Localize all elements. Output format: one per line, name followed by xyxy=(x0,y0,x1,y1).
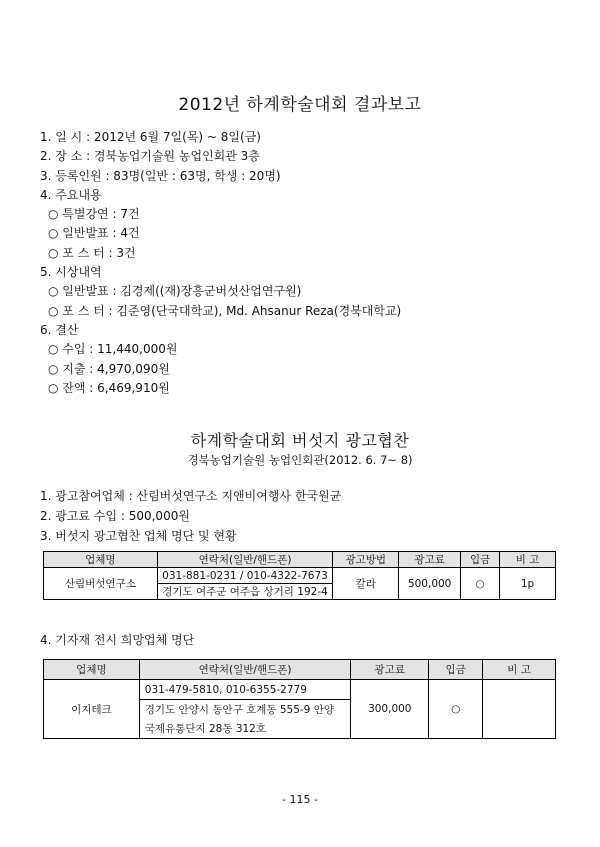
poster-line: ○ 포 스 터 : 3건 xyxy=(48,245,136,260)
column-header: 광고방법 xyxy=(333,552,399,568)
company-cell: 이지테크 xyxy=(44,680,140,739)
table-row xyxy=(44,680,556,700)
column-header: 업체명 xyxy=(44,552,158,568)
column-header: 광고료 xyxy=(351,660,429,680)
table-header-row xyxy=(44,660,556,680)
ad-companies-line: 1. 광고참여업체 : 산림버섯연구소 지앤비여행사 한국원균 xyxy=(40,489,342,503)
oral-presentation-line: ○ 일반발표 : 4건 xyxy=(48,226,140,241)
fee-cell: 500,000 xyxy=(399,568,461,600)
expense-line: ○ 지출 : 4,970,090원 xyxy=(48,361,170,376)
ad-list-heading: 3. 버섯지 광고협찬 업체 명단 및 현황 xyxy=(40,529,237,543)
page-number: - 115 - xyxy=(282,793,318,806)
income-line: ○ 수입 : 11,440,000원 xyxy=(48,342,178,357)
column-header: 입금 xyxy=(429,660,483,680)
company-cell: 산림버섯연구소 xyxy=(44,568,158,600)
report-details xyxy=(40,128,401,398)
date-line: 1. 일 시 : 2012년 6월 7일(목) ~ 8일(금) xyxy=(40,130,261,144)
phone-cell: 031-881-0231 / 010-4322-7673 xyxy=(157,568,333,584)
special-lecture-line: ○ 특별강연 : 7건 xyxy=(48,207,140,222)
ads-section-subtitle: 경북농업기술원 농업인회관(2012. 6. 7~ 8) xyxy=(187,453,413,467)
paid-cell: ○ xyxy=(429,680,483,739)
ads-details xyxy=(40,486,341,546)
table-row xyxy=(44,568,556,584)
ads-section-title: 하계학술대회 버섯지 광고협찬 xyxy=(190,431,410,450)
column-header: 연락처(일반/핸드폰) xyxy=(157,552,333,568)
table-header-row xyxy=(44,552,556,568)
balance-line: ○ 잔액 : 6,469,910원 xyxy=(48,380,170,395)
settlement-heading: 6. 결산 xyxy=(40,322,79,337)
awards-heading: 5. 시상내역 xyxy=(40,265,102,280)
column-header: 입금 xyxy=(461,552,500,568)
paid-cell: ○ xyxy=(461,568,500,600)
exhibitor-table xyxy=(43,659,556,739)
phone-cell: 031-479-5810, 010-6355-2779 xyxy=(139,680,351,700)
column-header: 업체명 xyxy=(44,660,140,680)
oral-award-line: ○ 일반발표 : 김경제((재)장흥군버섯산업연구원) xyxy=(48,284,302,299)
address-cell-continued: 국제유통단지 28동 312호 xyxy=(139,719,351,739)
page-title: 2012년 하계학술대회 결과보고 xyxy=(178,95,422,115)
column-header: 광고료 xyxy=(399,552,461,568)
column-header: 비 고 xyxy=(483,660,556,680)
method-cell: 칼라 xyxy=(333,568,399,600)
ad-income-line: 2. 광고료 수입 : 500,000원 xyxy=(40,509,190,523)
exhibit-heading: 4. 기자재 전시 희망업체 명단 xyxy=(40,633,195,647)
column-header: 비 고 xyxy=(500,552,556,568)
main-content-heading: 4. 주요내용 xyxy=(40,187,102,202)
note-cell: 1p xyxy=(500,568,556,600)
venue-line: 2. 장 소 : 경북농업기술원 농업인회관 3층 xyxy=(40,149,260,164)
fee-cell: 300,000 xyxy=(351,680,429,739)
column-header: 연락처(일반/핸드폰) xyxy=(139,660,351,680)
note-cell xyxy=(483,680,556,739)
address-cell: 경기도 여주군 여주읍 상거리 192-4 xyxy=(157,584,333,600)
ad-sponsor-table xyxy=(43,551,556,600)
address-cell: 경기도 안양시 동안구 호계동 555-9 안양 xyxy=(139,700,351,720)
registration-line: 3. 등록인원 : 83명(일반 : 63명, 학생 : 20명) xyxy=(40,168,281,183)
poster-award-line: ○ 포 스 터 : 김준영(단국대학교), Md. Ahsanur Reza(경북대학교) xyxy=(48,303,402,318)
